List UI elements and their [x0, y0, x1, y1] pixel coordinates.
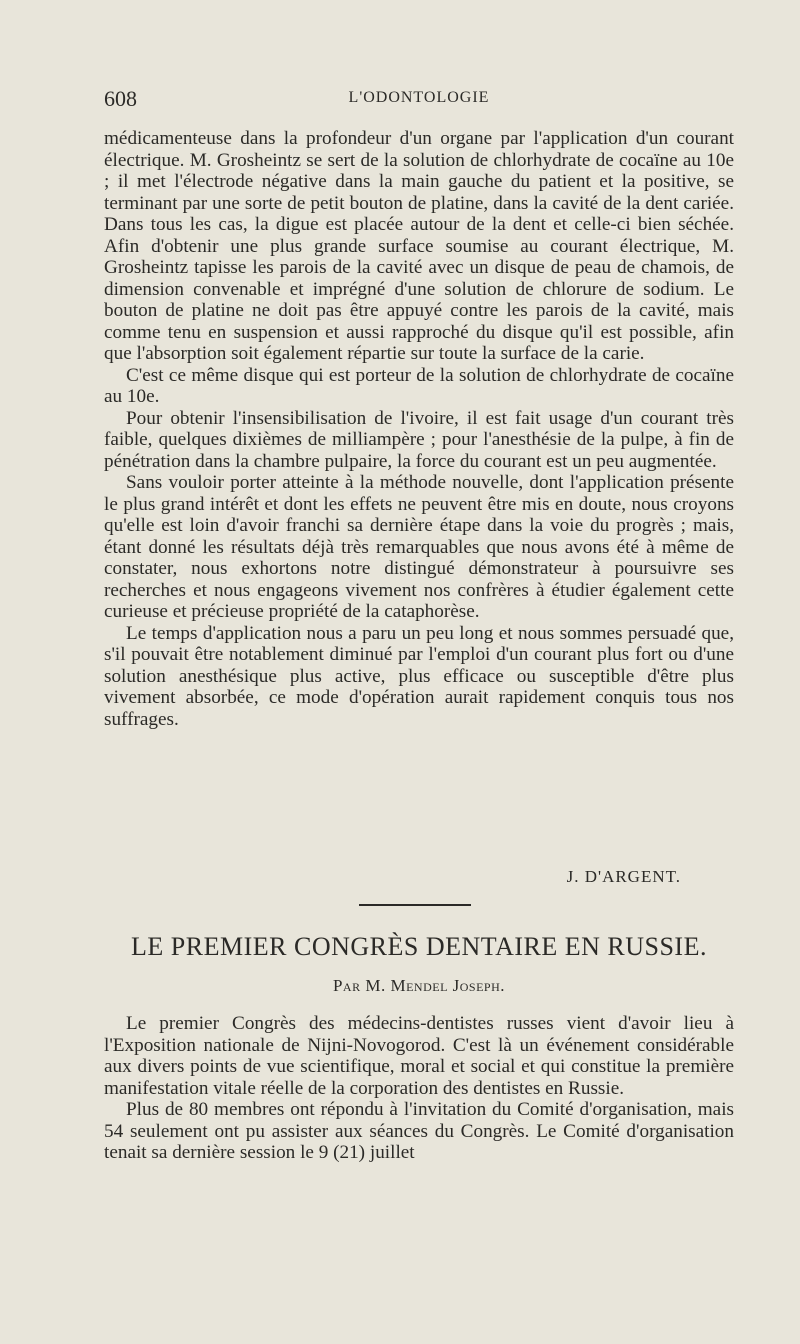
paragraph: C'est ce même disque qui est porteur de la solution de chlorhydrate de cocaïne au 10e. — [104, 364, 734, 407]
paragraph: Pour obtenir l'insensibilisation de l'ivoire, il est fait usage d'un courant très faible, quelques dixièmes de milliampère ; pour l'anesthésie de la pulpe, à fin de pénétration dans la chambre pulpaire, la force du courant est un peu augmentée. — [104, 407, 734, 472]
section-divider — [359, 904, 471, 906]
paragraph: Plus de 80 membres ont répondu à l'invitation du Comité d'organisation, mais 54 seulement ont pu assister aux séances du Congrès. Le Comité d'organisation tenait sa dernière session le 9 (21) juillet — [104, 1099, 734, 1163]
paragraph: Sans vouloir porter atteinte à la méthode nouvelle, dont l'application présente le plus grand intérêt et dont les effets ne peuvent être mis en doute, nous croyons qu'elle est loin d'avoir franchi sa dernière étape dans la voie du progrès ; mais, étant donné les résultats déjà très remarquables que nous avons été à même de constater, nous exhortons notre distingué démonstrateur à poursuivre ses recherches et nous engageons vivement nos confrères à étudier également cette curieuse et précieuse propriété de la cataphorèse. — [104, 472, 734, 622]
paragraph: Le premier Congrès des médecins-dentistes russes vient d'avoir lieu à l'Exposition nationale de Nijni-Novogorod. C'est là un événement considérable aux divers points de vue scientifique, moral et social et qui constitue la première manifestation vitale réelle de la corporation des dentistes en Russie. — [104, 1013, 734, 1099]
paragraph: médicamenteuse dans la profondeur d'un organe par l'application d'un courant électrique. M. Grosheintz se sert de la solution de chlorhydrate de cocaïne au 10e ; il met l'électrode négative dans la main gauche du patient et la positive, se terminant par une sorte de petit bouton de platine, dans la cavité de la dent cariée. Dans tous les cas, la digue est placée autour de la dent et celle-ci bien séchée. Afin d'obtenir une plus grande surface soumise au courant électrique, M. Grosheintz tapisse les parois de la cavité avec un disque de peau de chamois, de dimension convenable et imprégné d'une solution de chlorure de sodium. Le bouton de platine ne doit pas être appuyé contre les parois de la cavité, mais comme tenu en suspension et aussi rapproché du disque qu'il est possible, afin que l'absorption soit également répartie sur toute la surface de la carie. — [104, 128, 734, 364]
article-body — [104, 128, 734, 730]
byline: Par M. Mendel Joseph. — [332, 976, 506, 995]
paragraph: Le temps d'application nous a paru un peu long et nous sommes persuadé que, s'il pouvait être notablement diminué par l'emploi d'un courant plus fort ou d'une solution anesthésique plus active, plus efficace ou susceptible d'être plus vivement absorbée, ce mode d'opération aurait rapidement conquis tous nos suffrages. — [104, 622, 734, 730]
page-number: 608 — [104, 86, 137, 111]
running-title: L'ODONTOLOGIE — [348, 89, 490, 106]
article-body — [104, 1013, 734, 1164]
section-title: LE PREMIER CONGRÈS DENTAIRE EN RUSSIE. — [131, 932, 707, 961]
author-signature: J. D'ARGENT. — [566, 867, 681, 886]
page-header — [104, 86, 734, 116]
